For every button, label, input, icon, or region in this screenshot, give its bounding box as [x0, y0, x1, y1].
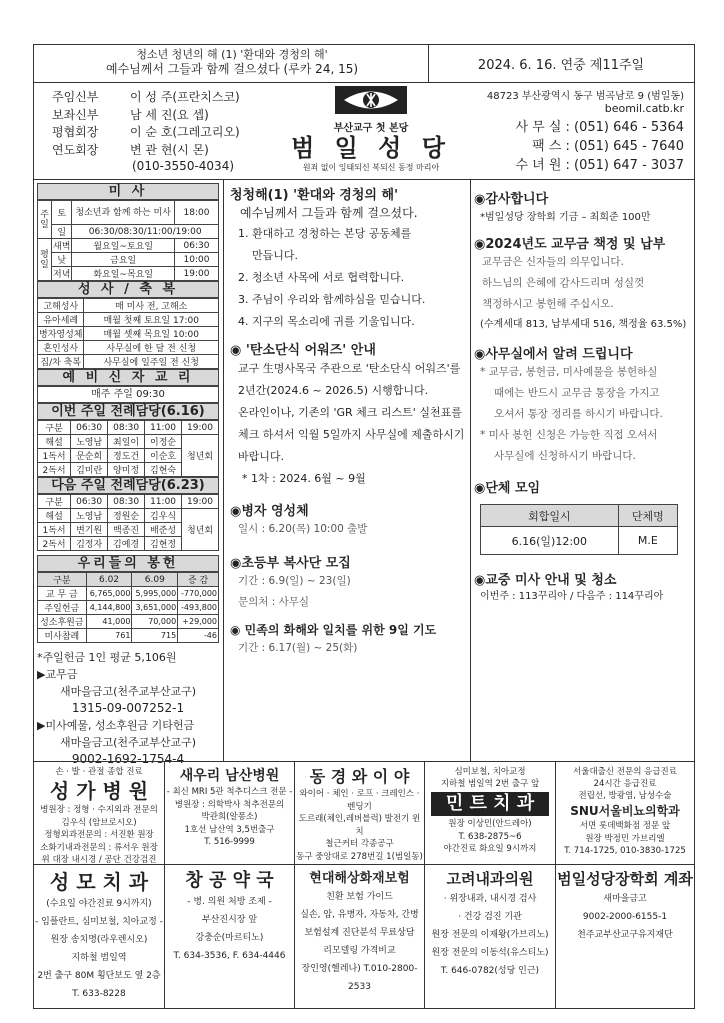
thanks-body: *범일성당 장학회 기금 – 최희준 100만 [480, 212, 651, 223]
ad-line: (수요일 야간진료 9시까지) [46, 899, 152, 909]
theme-subtitle: 예수님께서 그들과 함께 걸으셨다. [240, 206, 418, 220]
ad-title: 현대해상화재보험 [309, 871, 410, 886]
table-row: 해설 노영남 정원순 김우식 청년회 [38, 509, 219, 523]
text-line: 교구 生명사목국 주관으로 '탄소단식 어워즈'를 [238, 362, 461, 375]
theme-items [230, 223, 466, 333]
ad-box [295, 762, 424, 864]
table-row: 혼인성사 사무실에 한 달 전 신청 [38, 341, 219, 355]
table-header: 회합일시 단체명 [481, 505, 678, 527]
left-column [37, 183, 219, 768]
table-row: 해설 노영남 최일이 이정순 청년회 [38, 435, 219, 449]
theme-title: 청청해(1) '환대와 경청의 해' [230, 188, 399, 203]
ad-box [165, 762, 294, 864]
staff-name: 남 세 진(요 셉) [130, 107, 209, 122]
account-number-1: 1315-09-007252-1 [71, 701, 185, 715]
ad-line: 도르래(체인,레버블럭) 발전기 윈치 [298, 814, 421, 837]
table-row: 1독서 변기원 백종진 배준성 [38, 523, 219, 537]
ad-line: 장인영(헬레나) T.010-2800-2533 [301, 964, 418, 992]
staff-name: 이 순 호(그레고리오) [130, 125, 240, 139]
ad-box [556, 762, 694, 864]
ad-box [165, 865, 294, 1008]
text-line: 만듭니다. [252, 249, 299, 262]
text-line: 2년간(2024.6 ~ 2026.5) 시행합니다. [238, 384, 429, 397]
ad-title: 동 경 와 이 야 [309, 767, 410, 786]
ad-line: 손 · 발 · 관절 종합 진료 [55, 767, 143, 777]
text-line: 체크 하셔서 익월 5일까지 사무실에 제출하시기 [238, 428, 465, 441]
ad-line: 24시간 응급진료 [593, 779, 657, 789]
cleaning-body: 이번주 : 113꾸리아 / 다음주 : 114꾸리아 [480, 591, 664, 602]
ad-line: 박관희(알퐁소) [201, 812, 258, 822]
text-line: 4. 지구의 목소리에 귀를 기울입니다. [238, 315, 415, 328]
theme-line-1: 청소년 청년의 해 (1) '환대와 경청의 해' [136, 48, 328, 61]
ad-line: 야간진료 화요일 9시까지 [443, 844, 537, 854]
carbon-round: * 1차 : 2024. 6월 ~ 9월 [242, 472, 366, 485]
staff-role: 주임신부 [52, 90, 99, 104]
fee-body [474, 252, 692, 315]
text-line: 1. 환대하고 경청하는 본당 공동체를 [238, 227, 412, 240]
nun-phone: (051) 647 - 3037 [574, 158, 684, 173]
logo-title: 범 일 성 당 [291, 133, 451, 162]
office-phone: (051) 646 - 5364 [574, 120, 684, 135]
table-row: 2독서 김정자 김예경 김현정 [38, 537, 219, 551]
offering-table [37, 572, 219, 643]
misc-offering-label: ▶미사예물, 성소후원금 기타헌금 [37, 719, 195, 732]
ad-line: T. 714-1725, 010-3830-1725 [564, 846, 686, 856]
ad-line: 위 대장 내시경 / 공단 건강검진 [41, 855, 157, 864]
ad-line [295, 863, 424, 864]
notice-title: ◉사무실에서 알려 드립니다 [474, 347, 633, 362]
ad-line: 지하철 범일역 2번 출구 앞 [440, 779, 540, 789]
ad-line: - 최신 MRI 5관 척추디스크 전문 - [166, 787, 293, 797]
staff-role: 연도회장 [52, 142, 99, 157]
ad-line: 원장 전문의 이재왕(가브리노) [431, 930, 549, 940]
text-line: 사무실에 신청하시기 바랍니다. [494, 450, 636, 462]
ad-line: - 병. 의원 처방 조제 - [187, 897, 272, 907]
header-theme [36, 47, 428, 77]
table-row: 미사참례 761 715 -46 [38, 629, 219, 643]
sick-communion-body: 일시 : 6.20(목) 10:00 출발 [238, 523, 368, 535]
staff-role: 보좌신부 [52, 107, 99, 122]
ad-line: 소화기내과전문의 : 류서우 원장 [40, 842, 158, 853]
nun-label: 수 녀 원 : [515, 158, 570, 173]
ad-box [425, 762, 555, 864]
ad-line: 원장 이상민(안드레아) [448, 819, 532, 829]
offering-average: *주일헌금 1인 평균 5,106원 [37, 651, 177, 664]
ad-line: 전립선, 방광염, 남성수술 [578, 791, 672, 801]
table-row: 2독서 김미란 양미정 김현숙 [38, 463, 219, 477]
text-line: 2. 청소년 사목에 서로 협력합니다. [238, 271, 405, 284]
text-line: * 교무금, 봉헌금, 미사예물을 봉헌하실 [480, 366, 658, 378]
ad-box [556, 865, 694, 1008]
text-line: 온라인이나, 기존의 'GR 체크 리스트' 실천표를 [238, 406, 462, 419]
ad-line: 리모델링 가격비교 [323, 946, 396, 956]
ad-line: 와이어 · 체인 · 로프 · 크레인스 · 벤딩기 [299, 789, 420, 812]
ad-line: 지하철 범일역 [71, 953, 127, 963]
table-row: 병자영성체 매월 셋째 목요일 10:00 [38, 327, 219, 341]
fax-number: (051) 645 - 7640 [574, 139, 684, 154]
staff-name: 이 성 주(프란치스코) [130, 90, 240, 104]
logo-subtitle: 부산교구 첫 본당 [333, 123, 409, 134]
catechumen-time: 매주 주일 09:30 [37, 386, 219, 403]
ad-line: 2번 출구 80M 횡단보도 옆 2층 [37, 971, 161, 981]
table-header: 구분 06:30 08:30 11:00 19:00 [38, 421, 219, 435]
mass-table: 주일 토 청소년과 함께 하는 미사 18:00 일 06:30/08:30/11:00/19:00 평일 새벽 월요일~토요일 06:30 낮 금요일 10:00 저녁 화요일~목요일 19:00 [37, 200, 219, 281]
ad-line: 강충순(마르티노) [195, 933, 264, 943]
ad-box [295, 865, 424, 1008]
staff-name: 변 관 현(시 몬) [130, 142, 209, 157]
text-line: 3. 주님이 우리와 함께하심을 믿습니다. [238, 293, 426, 306]
ad-line: 9002-2000-6155-1 [582, 912, 668, 922]
ad-line: T. 646-0782(성당 인근) [440, 966, 540, 976]
table-row: 집/차 축복 사무실에 일주일 전 신청 [38, 355, 219, 369]
staff-row [52, 142, 272, 160]
ad-title: 범일성당장학회 계좌 [557, 870, 693, 888]
ad-line: - 임플란트, 심미보철, 치아교정 - [35, 917, 163, 927]
ad-title: SNU서울비뇨의학과 [570, 804, 680, 818]
parish-fee-label: ▶교무금 [37, 668, 78, 681]
logo-motto: 원죄 없이 잉태되신 복되신 동정 마리아 [302, 163, 440, 172]
ad-title: 성 가 병 원 [49, 779, 149, 803]
office-label: 사 무 실 : [515, 120, 570, 135]
ad-line: T. 633-8228 [72, 989, 126, 999]
catechumen-title: 예 비 신 자 교 리 [37, 369, 219, 386]
prayer-title: ◉ 민족의 화해와 일치를 위한 9일 기도 [230, 623, 437, 637]
ad-title: 민 트 치 과 [431, 792, 549, 816]
account-number-2: 9002-1692-1754-4 [71, 752, 185, 766]
this-week-table [37, 420, 219, 477]
text-line: 하느님의 은혜에 감사드리며 성실껏 [482, 277, 645, 289]
ad-box [34, 865, 164, 1008]
ad-box [425, 865, 555, 1008]
table-header: 구분 06:30 08:30 11:00 19:00 [38, 495, 219, 509]
bank-name-2: 새마을금고(천주교부산교구) [59, 736, 197, 749]
ad-line: · 건강 검진 기관 [458, 912, 522, 922]
cleaning-title: ◉교중 미사 안내 및 청소 [474, 573, 617, 588]
ad-line: 친환 보험 가이드 [326, 892, 393, 902]
ad-line: 실손, 암, 유병자, 자동차, 간병 [300, 910, 419, 920]
next-week-title: 다음 주일 전례담당(6.23) [37, 477, 219, 494]
ad-line: 1호선 남산역 3,5번출구 [184, 824, 275, 835]
parish-logo [276, 85, 466, 173]
ad-title: 고려내과의원 [446, 870, 534, 888]
ad-line: 서면 롯데백화점 정문 앞 [579, 821, 671, 831]
ad-line: 병원장 : 의학박사 척추전문의 [174, 799, 285, 810]
table-row: 1독서 문순희 정도건 이순호 [38, 449, 219, 463]
ad-line: 원장 전문의 이동석(유스티노) [431, 948, 549, 958]
middle-column [230, 184, 466, 659]
table-row: 교 무 금 6,765,000 5,995,000 -770,000 [38, 587, 219, 601]
ad-line: 새마을금고 [603, 894, 647, 904]
notice-body [474, 362, 692, 467]
staff-row [52, 107, 272, 125]
altar-servers-contact: 문의처 : 사무실 [238, 596, 310, 608]
table-header: 구분 6.02 6.09 증 감 [38, 573, 219, 587]
ad-line: T. 516-9999 [204, 837, 255, 847]
mass-title: 미 사 [37, 183, 219, 200]
website-link[interactable]: beomil.catb.kr [604, 102, 684, 115]
ad-line: 철근커터 각종공구 [325, 839, 394, 849]
ad-line: 병원장 : 정형 · 수지외과 전문의 [40, 805, 158, 815]
ad-line: 원장 송치명(라우렌시오) [50, 935, 148, 945]
fax-label: 팩 스 : [532, 139, 570, 154]
next-week-table [37, 494, 219, 551]
bulletin-date: 2024. 6. 16. 연중 제11주일 [477, 58, 645, 73]
ad-line: 심미보철, 치아교정 [454, 767, 526, 777]
altar-servers-title: ◉초등부 복사단 모집 [230, 556, 351, 571]
ad-box [34, 762, 164, 864]
bank-name-1: 새마을금고(천주교부산교구) [59, 685, 197, 698]
sacraments-title: 성 사 / 축 복 [37, 281, 219, 298]
sick-communion-title: ◉병자 영성체 [230, 504, 309, 519]
ad-line: 서울대출신 전문의 응급진료 [573, 767, 677, 777]
group-table [480, 504, 678, 555]
fee-stats: (수계세대 813, 납부세대 516, 책정율 63.5%) [480, 319, 687, 330]
staff-row [52, 124, 272, 142]
ad-line: T. 638-2875~6 [458, 831, 522, 842]
address: 48723 부산광역시 동구 범곡남로 9 (범일동) [486, 91, 684, 102]
thanks-title: ◉감사합니다 [474, 192, 549, 207]
ad-line: 김우식 (암브로시오) [61, 817, 137, 828]
ad-line: T. 634-3536, F. 634-4446 [173, 951, 286, 961]
church-emblem-icon [334, 85, 408, 115]
ad-line: 정형외과전문의 : 서진환 원장 [44, 830, 154, 840]
fee-title: ◉2024년도 교무금 책정 및 납부 [474, 237, 666, 252]
ad-line: 동구 중앙대로 278번길 1(범일동) [296, 851, 423, 862]
sacraments-table [37, 298, 219, 369]
theme-line-2: 예수님께서 그들과 함께 걸으셨다 (루카 24, 15) [105, 62, 359, 76]
accounts-block [37, 649, 219, 768]
ad-title: 성 모 치 과 [49, 870, 149, 894]
table-row: 6.16(일)12:00 M.E [481, 527, 678, 555]
text-line: 오셔서 통장 정리를 하시기 바랍니다. [494, 408, 663, 420]
staff-list [52, 89, 272, 159]
contact-block [472, 87, 694, 175]
ad-line: 보험설계 진단분석 무료상담 [304, 928, 415, 938]
text-line: 때에는 반드시 교무금 통장을 가지고 [494, 387, 660, 399]
offering-title: 우리들의 봉헌 [37, 555, 219, 572]
text-line: * 미사 봉헌 신청은 가능한 직접 오셔서 [480, 429, 658, 441]
ad-line: 원장 박정민 가브리엘 [585, 833, 665, 844]
ad-title: 창 공 약 국 [185, 870, 274, 891]
carbon-body [230, 358, 466, 468]
group-title: ◉단체 모임 [474, 481, 541, 496]
table-row: 유아세례 매월 첫째 토요일 17:00 [38, 313, 219, 327]
this-week-title: 이번 주일 전례담당(6.16) [37, 403, 219, 420]
staff-role: 평협회장 [52, 125, 99, 139]
ad-line: 부산진시장 앞 [201, 915, 258, 925]
table-row: 성소후원금 41,000 70,000 +29,000 [38, 615, 219, 629]
staff-row [52, 89, 272, 107]
altar-servers-period: 기간 : 6.9(일) ~ 23(일) [238, 575, 351, 587]
right-column [474, 188, 692, 606]
text-line: 바랍니다. [238, 450, 285, 463]
ad-title: 새우리 남산병원 [179, 768, 280, 784]
text-line: 책정하시고 봉헌해 주십시오. [482, 298, 614, 310]
table-row: 주일헌금 4,144,800 3,651,000 -493,800 [38, 601, 219, 615]
text-line: 교무금은 신자들의 의무입니다. [482, 256, 624, 268]
staff-phone: (010-3550-4034) [132, 159, 235, 173]
ad-line: 천주교부산교구유지재단 [577, 930, 673, 940]
carbon-title: ◉ '탄소단식 어워즈' 안내 [230, 343, 376, 358]
ad-line: · 위장내과, 내시경 검사 [443, 894, 537, 904]
table-row: 고해성사 매 미사 전, 고해소 [38, 299, 219, 313]
prayer-period: 기간 : 6.17(월) ~ 25(화) [238, 642, 358, 654]
